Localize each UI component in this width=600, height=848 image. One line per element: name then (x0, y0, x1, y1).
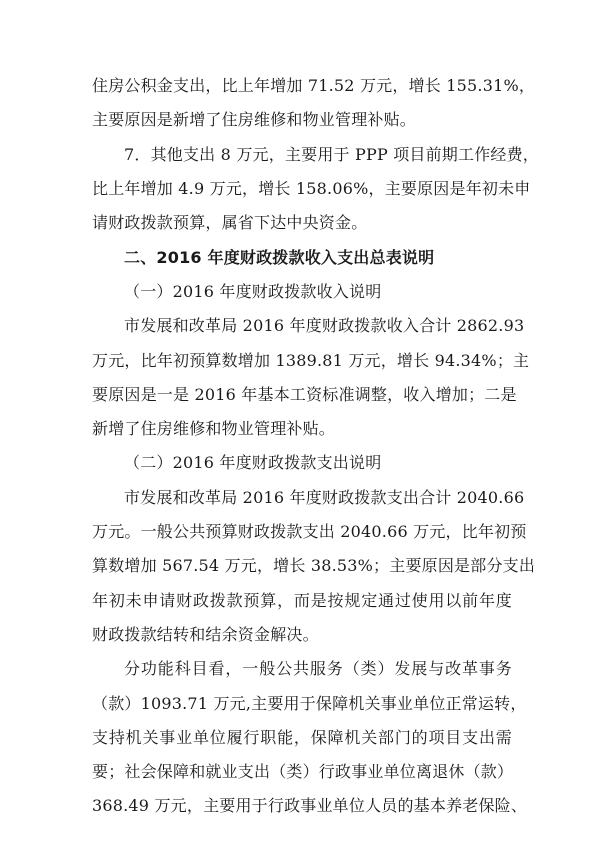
subsection-heading: （一）2016 年度财政拨款收入说明 (124, 282, 382, 301)
paragraph-line: （款）1093.71 万元,主要用于保障机关事业单位正常运转， (92, 694, 527, 713)
section-heading: 二、2016 年度财政拨款收入支出总表说明 (124, 248, 435, 267)
subsection-heading: （二）2016 年度财政拨款支出说明 (124, 453, 382, 472)
paragraph-line: 要原因是一是 2016 年基本工资标准调整，收入增加；二是 (92, 385, 517, 404)
paragraph-line: 万元。一般公共预算财政拨款支出 2040.66 万元，比年初预 (92, 522, 527, 541)
paragraph-line: 比上年增加 4.9 万元，增长 158.06%，主要原因是年初未申 (92, 179, 531, 198)
paragraph-line: 万元，比年初预算数增加 1389.81 万元，增长 94.34%；主 (92, 351, 530, 370)
paragraph-line: 分功能科目看，一般公共服务（类）发展与改革事务 (124, 659, 512, 678)
paragraph-line: 要；社会保障和就业支出（类）行政事业单位离退休（款） (92, 762, 514, 781)
paragraph-line: 财政拨款结转和结余资金解决。 (92, 625, 319, 644)
paragraph-line: 请财政拨款预算，属省下达中央资金。 (92, 213, 368, 232)
paragraph-line: 368.49 万元，主要用于行政事业单位人员的基本养老保险、 (92, 796, 528, 815)
paragraph-line: 支持机关事业单位履行职能，保障机关部门的项目支出需 (92, 728, 512, 747)
paragraph-line: 新增了住房维修和物业管理补贴。 (92, 419, 336, 438)
paragraph-line: 算数增加 567.54 万元，增长 38.53%；主要原因是部分支出 (92, 556, 536, 575)
paragraph-line: 主要原因是新增了住房维修和物业管理补贴。 (92, 110, 417, 129)
paragraph-line: 市发展和改革局 2016 年度财政拨款收入合计 2862.93 (124, 316, 525, 335)
paragraph-line: 市发展和改革局 2016 年度财政拨款支出合计 2040.66 (124, 488, 525, 507)
list-item-7: 7．其他支出 8 万元，主要用于 PPP 项目前期工作经费， (124, 145, 540, 164)
paragraph-line: 住房公积金支出，比上年增加 71.52 万元，增长 155.31%， (92, 76, 536, 95)
paragraph-line: 年初未申请财政拨款预算，而是按规定通过使用以前年度 (92, 591, 512, 610)
